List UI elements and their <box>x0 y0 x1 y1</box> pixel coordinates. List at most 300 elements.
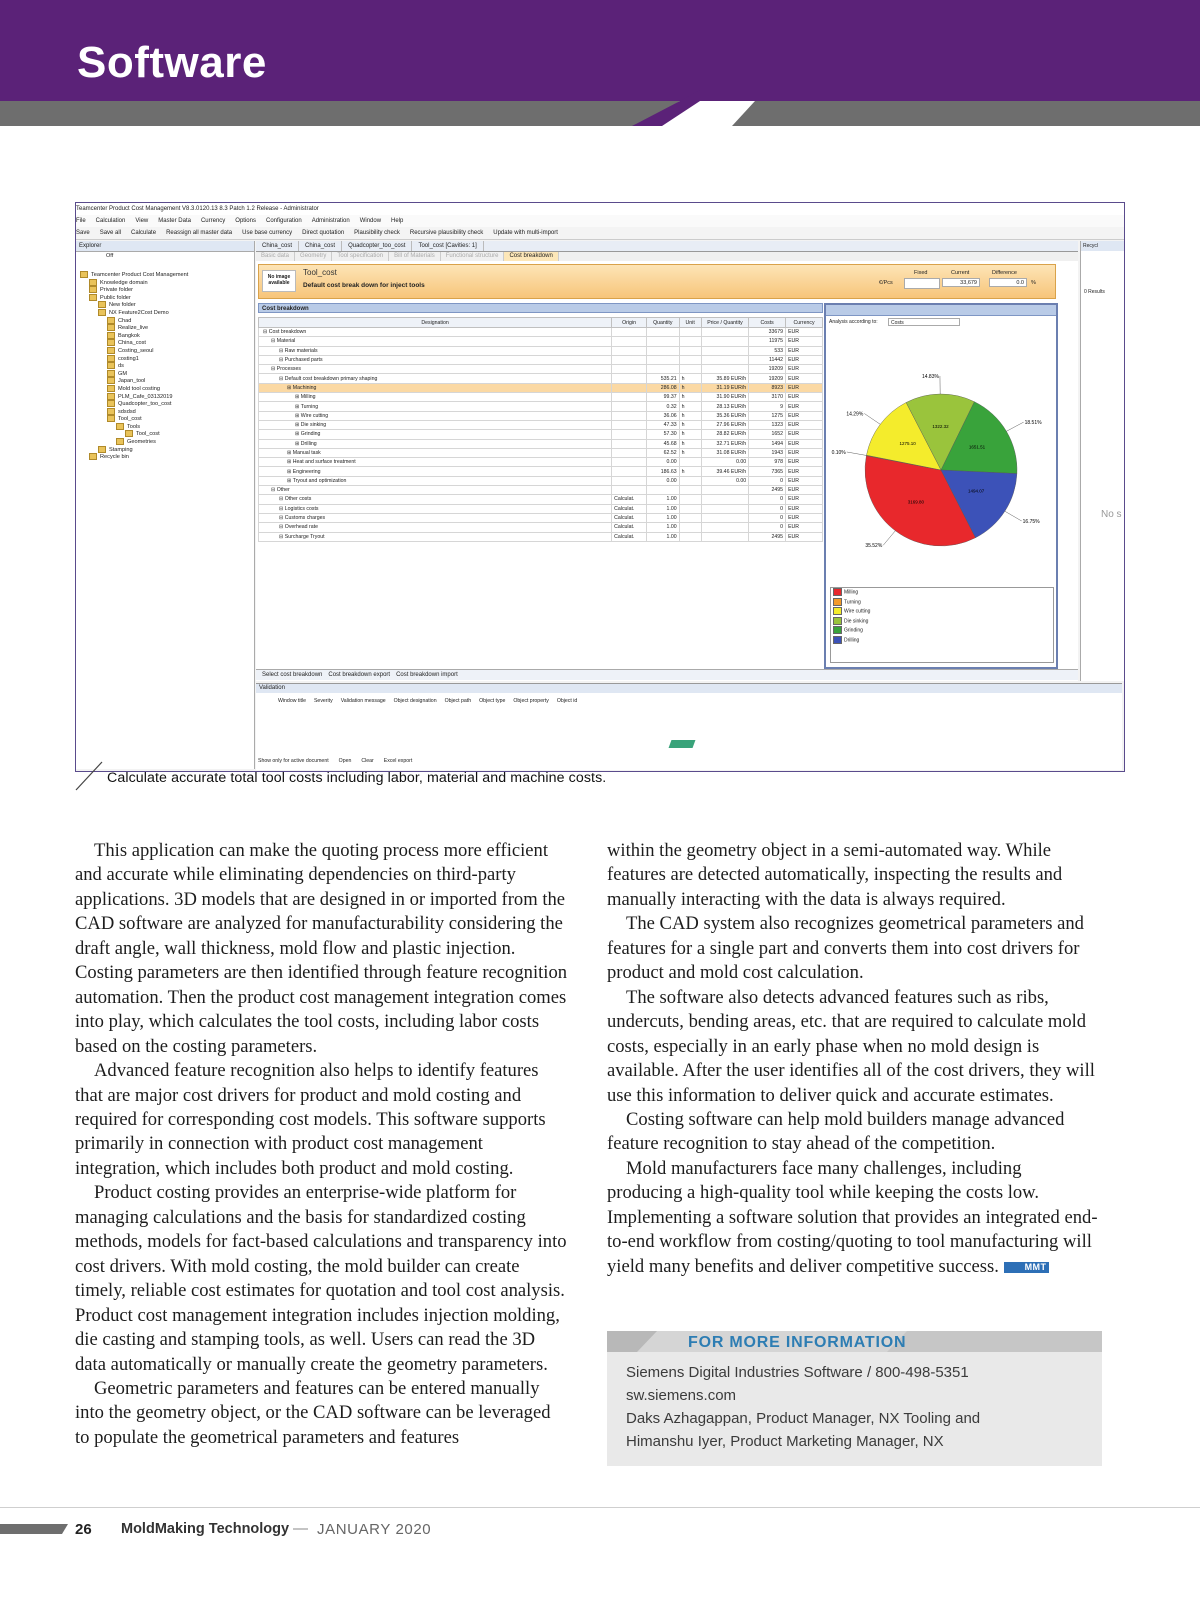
table-row[interactable] <box>259 355 823 364</box>
row-origin: Calculat. <box>612 504 647 513</box>
table-row[interactable] <box>259 430 823 439</box>
row-currency: EUR <box>786 328 823 337</box>
row-origin <box>612 411 647 420</box>
document-tab[interactable]: Tool_cost [Cavities: 1] <box>412 241 483 251</box>
tree-item-label: China_cost <box>118 340 146 347</box>
row-costs: 8923 <box>749 383 786 392</box>
tree-item-label: Mold tool costing <box>118 385 160 392</box>
column-header: Price / Quantity <box>701 318 748 328</box>
tree-item-label: Public folder <box>100 294 131 301</box>
table-row[interactable] <box>259 523 823 532</box>
row-origin <box>612 383 647 392</box>
toolbar-button[interactable]: Reassign all master data <box>166 230 233 236</box>
row-designation: ⊞ Turning <box>259 402 612 411</box>
row-designation: ⊟ Purchased parts <box>259 355 612 364</box>
software-screenshot <box>75 202 1125 772</box>
row-unit <box>679 328 701 337</box>
row-currency: EUR <box>786 532 823 541</box>
row-quantity: 0.00 <box>646 458 679 467</box>
folder-icon <box>89 294 97 301</box>
row-designation: ⊞ Wire cutting <box>259 411 612 420</box>
row-price <box>701 523 748 532</box>
cost-breakdown-action[interactable]: Cost breakdown import <box>396 672 458 678</box>
tree-item[interactable] <box>80 362 188 370</box>
row-currency: EUR <box>786 411 823 420</box>
folder-icon <box>107 339 115 346</box>
row-price <box>701 328 748 337</box>
tree-item-label: ds <box>118 363 124 370</box>
analysis-select[interactable]: Costs <box>888 318 960 326</box>
cost-breakdown-action[interactable]: Select cost breakdown <box>262 672 323 678</box>
validation-action[interactable]: Open <box>338 758 352 764</box>
tree-item[interactable] <box>80 408 188 416</box>
menu-item[interactable]: Help <box>391 218 404 224</box>
toolbar-button[interactable]: Save all <box>99 230 122 236</box>
tree-item[interactable] <box>80 415 188 423</box>
cost-breakdown-action[interactable]: Cost breakdown export <box>328 672 391 678</box>
difference-label: Difference <box>992 270 1017 276</box>
unit-label: €/Pcs <box>879 280 893 286</box>
table-row[interactable] <box>259 495 823 504</box>
row-quantity: 47.33 <box>646 420 679 429</box>
row-price: 39.46 EUR/h <box>701 467 748 476</box>
toolbar-button[interactable]: Calculate <box>131 230 157 236</box>
folder-icon <box>89 286 97 293</box>
row-unit: h <box>679 411 701 420</box>
menu-bar <box>76 215 1124 227</box>
end-mark-logo: MMT <box>1004 1262 1049 1273</box>
tree-item[interactable] <box>80 294 188 302</box>
sub-tab[interactable]: Functional structure <box>441 252 505 261</box>
row-costs: 1275 <box>749 411 786 420</box>
figure-caption: Calculate accurate total tool costs including labor, material and machine costs. <box>107 770 607 786</box>
column-header: Quantity <box>646 318 679 328</box>
table-row[interactable] <box>259 448 823 457</box>
menu-item[interactable]: Master Data <box>158 218 191 224</box>
validation-column-header: Object designation <box>393 698 437 704</box>
pie-leader-line <box>864 413 880 424</box>
table-row[interactable] <box>259 365 823 374</box>
table-row[interactable] <box>259 328 823 337</box>
magazine-name: MoldMaking Technology <box>121 1521 290 1537</box>
toolbar-button[interactable]: Recursive plausibility check <box>409 230 484 236</box>
pie-chart-panel <box>824 303 1058 669</box>
row-currency: EUR <box>786 365 823 374</box>
pie-leader-line <box>847 452 867 455</box>
table-row[interactable] <box>259 486 823 495</box>
toolbar-button[interactable]: Save <box>76 230 90 236</box>
row-costs: 1943 <box>749 448 786 457</box>
tree-item[interactable] <box>80 370 188 378</box>
fixed-input[interactable] <box>904 278 940 289</box>
pie-leader-line <box>1006 422 1023 431</box>
row-quantity <box>646 337 679 346</box>
document-area <box>256 241 1078 681</box>
row-costs: 1323 <box>749 420 786 429</box>
tree-item-label: sdsdsd <box>118 408 136 415</box>
pie-value-label: 1322.32 <box>932 424 949 430</box>
row-designation: ⊞ Heat and surface treatment <box>259 458 612 467</box>
folder-icon <box>107 324 115 331</box>
legend-item <box>831 598 1053 608</box>
row-quantity: 535.21 <box>646 374 679 383</box>
current-value: 33,679 <box>942 278 980 287</box>
row-quantity: 0.32 <box>646 402 679 411</box>
paragraph: Geometric parameters and features can be entered manually into the geometry object, or the CAD software can be leveraged to populate the geometrical parameters and features <box>75 1377 551 1448</box>
row-currency: EUR <box>786 430 823 439</box>
menu-item[interactable]: Options <box>235 218 256 224</box>
document-tabs <box>256 241 1078 252</box>
info-link[interactable]: sw.siemens.com <box>626 1387 737 1404</box>
pie-percent-label: 16.75% <box>1022 518 1040 525</box>
brand-logo <box>669 740 696 748</box>
legend-swatch <box>833 636 842 644</box>
menu-item[interactable]: File <box>76 218 86 224</box>
row-designation: ⊞ Engineering <box>259 467 612 476</box>
tree-item[interactable] <box>80 430 188 438</box>
validation-action[interactable]: Clear <box>361 758 374 764</box>
tree-item[interactable] <box>80 309 188 317</box>
row-price: 32.71 EUR/h <box>701 439 748 448</box>
table-row[interactable] <box>259 513 823 522</box>
row-unit: h <box>679 439 701 448</box>
window-title: Teamcenter Product Cost Management V8.3.0120.13 8.3 Patch 1.2 Release - Administrator <box>76 206 319 212</box>
pie-value-label: 1494.07 <box>967 488 985 494</box>
row-currency: EUR <box>786 346 823 355</box>
tree-item[interactable] <box>80 324 188 332</box>
validation-column-header: Object id <box>556 698 578 704</box>
legend-item <box>831 617 1053 627</box>
row-quantity <box>646 486 679 495</box>
row-costs: 19209 <box>749 365 786 374</box>
folder-icon <box>107 408 115 415</box>
row-price <box>701 513 748 522</box>
row-origin <box>612 439 647 448</box>
legend-label: Drilling <box>844 637 860 644</box>
tree-item[interactable] <box>80 423 188 431</box>
table-row[interactable] <box>259 346 823 355</box>
tree-item[interactable] <box>80 453 188 461</box>
calculation-header <box>258 264 1056 299</box>
row-origin <box>612 328 647 337</box>
row-price: 35.36 EUR/h <box>701 411 748 420</box>
table-row[interactable] <box>259 393 823 402</box>
row-origin <box>612 337 647 346</box>
row-designation: ⊞ Grinding <box>259 430 612 439</box>
row-currency: EUR <box>786 504 823 513</box>
column-header: Origin <box>612 318 647 328</box>
row-origin <box>612 467 647 476</box>
row-unit: h <box>679 374 701 383</box>
paragraph-text: Mold manufacturers face many challenges, including producing a high-quality tool while keeping the costs low. Implementing a software solution that provides an integrated end-to-end workflow from costing/quoting to tool manufacturing will yield many benefits and deliver competitive success. <box>607 1157 1098 1277</box>
sub-tab[interactable]: Bill of Materials <box>389 252 441 261</box>
page-header <box>0 0 1200 128</box>
menu-item[interactable]: Configuration <box>265 218 302 224</box>
toolbar-button[interactable]: Direct quotation <box>302 230 345 236</box>
row-costs: 1494 <box>749 439 786 448</box>
folder-icon <box>89 453 97 460</box>
row-designation: ⊟ Overhead rate <box>259 523 612 532</box>
column-header: Costs <box>749 318 786 328</box>
row-quantity <box>646 355 679 364</box>
tree-item-label: Knowledge domain <box>100 279 148 286</box>
row-unit <box>679 486 701 495</box>
row-price: 31.08 EUR/h <box>701 448 748 457</box>
validation-panel <box>256 683 1122 770</box>
folder-icon <box>125 430 133 437</box>
row-origin: Calculat. <box>612 495 647 504</box>
tree-item-label: New folder <box>109 302 136 309</box>
row-origin <box>612 393 647 402</box>
pie-percent-label: 18.51% <box>1024 420 1042 427</box>
table-row[interactable] <box>259 476 823 485</box>
row-unit <box>679 513 701 522</box>
info-line: Daks Azhagappan, Product Manager, NX Tooling and <box>626 1410 981 1427</box>
tree-item[interactable] <box>80 385 188 393</box>
tree-item[interactable] <box>80 355 188 363</box>
row-costs: 0 <box>749 523 786 532</box>
document-tab[interactable]: China_cost <box>256 241 299 251</box>
folder-icon <box>98 309 106 316</box>
tree-item-label: Quadcopter_too_cost <box>118 401 172 408</box>
document-tab[interactable]: China_cost <box>299 241 342 251</box>
validation-action[interactable]: Show only for active document <box>258 758 329 764</box>
tree-item-label: costing1 <box>118 355 139 362</box>
row-origin <box>612 346 647 355</box>
row-costs: 0 <box>749 504 786 513</box>
table-row[interactable] <box>259 504 823 513</box>
row-currency: EUR <box>786 402 823 411</box>
menu-item[interactable]: View <box>135 218 149 224</box>
tree-item[interactable] <box>80 400 188 408</box>
footer-separator: — <box>293 1520 308 1537</box>
paragraph <box>607 1157 1101 1279</box>
page-number: 26 <box>75 1521 92 1538</box>
row-designation: ⊞ Drilling <box>259 439 612 448</box>
legend-item <box>831 626 1053 636</box>
tree-item[interactable] <box>80 301 188 309</box>
sub-tab[interactable]: Cost breakdown <box>504 252 558 261</box>
row-price: 0.00 <box>701 476 748 485</box>
pie-percent-label: 14.29% <box>846 411 864 418</box>
row-origin <box>612 476 647 485</box>
row-unit <box>679 458 701 467</box>
explorer-filter[interactable]: Off <box>106 253 114 259</box>
section-title: Software <box>77 38 267 87</box>
row-currency: EUR <box>786 337 823 346</box>
table-row[interactable] <box>259 420 823 429</box>
tree-item[interactable] <box>80 377 188 385</box>
sub-tabs <box>256 252 1078 261</box>
row-currency: EUR <box>786 355 823 364</box>
row-origin <box>612 420 647 429</box>
legend-item <box>831 607 1053 617</box>
tree-item[interactable] <box>80 393 188 401</box>
row-unit: h <box>679 448 701 457</box>
caption-slash <box>74 760 104 792</box>
tree-item[interactable] <box>80 446 188 454</box>
toolbar-button[interactable]: Use base currency <box>242 230 293 236</box>
row-unit <box>679 495 701 504</box>
tree-item[interactable] <box>80 317 188 325</box>
folder-icon <box>107 393 115 400</box>
menu-item[interactable]: Calculation <box>95 218 126 224</box>
table-row[interactable] <box>259 411 823 420</box>
tree-item[interactable] <box>80 286 188 294</box>
tree-item-label: Teamcenter Product Cost Management <box>91 271 189 278</box>
row-quantity <box>646 346 679 355</box>
row-costs: 19209 <box>749 374 786 383</box>
toolbar-button[interactable]: Update with multi-import <box>493 230 558 236</box>
legend-swatch <box>833 607 842 615</box>
no-selection-text: No s <box>1101 509 1122 520</box>
article-column-1 <box>75 839 569 1450</box>
row-price <box>701 337 748 346</box>
legend-label: Die sinking <box>844 618 869 625</box>
results-count: 0 Results <box>1084 289 1105 295</box>
row-origin: Calculat. <box>612 532 647 541</box>
explorer-panel <box>76 241 255 769</box>
table-row[interactable] <box>259 532 823 541</box>
tree-item-label: Tools <box>127 423 141 430</box>
row-price <box>701 532 748 541</box>
legend-item <box>831 636 1053 646</box>
row-designation: ⊟ Customs charges <box>259 513 612 522</box>
no-image-placeholder: No image available <box>262 270 296 292</box>
current-label: Current <box>951 270 970 276</box>
row-costs: 9 <box>749 402 786 411</box>
footer-rule <box>0 1507 1200 1508</box>
row-designation: ⊞ Die sinking <box>259 420 612 429</box>
table-row[interactable] <box>259 439 823 448</box>
toolbar-button[interactable]: Plausibility check <box>354 230 400 236</box>
pie-percent-label: 14.83% <box>921 374 939 381</box>
recycle-header: Recycl <box>1081 241 1125 251</box>
tree-item-label: NX Feature2Cost Demo <box>109 309 169 316</box>
row-origin <box>612 448 647 457</box>
fixed-label: Fixed <box>914 270 928 276</box>
folder-icon <box>116 423 124 430</box>
folder-icon <box>98 446 106 453</box>
tree-item[interactable] <box>80 347 188 355</box>
table-row[interactable] <box>259 458 823 467</box>
row-designation: ⊟ Logistics costs <box>259 504 612 513</box>
folder-icon <box>98 301 106 308</box>
table-row[interactable] <box>259 467 823 476</box>
menu-item[interactable]: Window <box>359 218 382 224</box>
tree-item-label: Chad <box>118 317 132 324</box>
row-price: 31.19 EUR/h <box>701 383 748 392</box>
row-price: 0.00 <box>701 458 748 467</box>
tree-item-label: Tool_cost <box>136 431 160 438</box>
row-unit: h <box>679 467 701 476</box>
row-price: 27.96 EUR/h <box>701 420 748 429</box>
row-designation: ⊟ Other <box>259 486 612 495</box>
row-costs: 7365 <box>749 467 786 476</box>
validation-columns <box>278 698 585 704</box>
sub-tab[interactable]: Geometry <box>295 252 332 261</box>
validation-action[interactable]: Excel export <box>383 758 413 764</box>
row-unit <box>679 355 701 364</box>
row-origin <box>612 430 647 439</box>
sub-tab[interactable]: Basic data <box>256 252 295 261</box>
sub-tab[interactable]: Tool specification <box>332 252 389 261</box>
tree-item-label: PLM_Cafe_03132019 <box>118 393 173 400</box>
row-origin: Calculat. <box>612 523 647 532</box>
row-price: 35.89 EUR/h <box>701 374 748 383</box>
row-costs: 2495 <box>749 532 786 541</box>
row-costs: 533 <box>749 346 786 355</box>
table-row[interactable] <box>259 337 823 346</box>
row-costs: 11442 <box>749 355 786 364</box>
tree-item[interactable] <box>80 271 188 279</box>
tree-item[interactable] <box>80 279 188 287</box>
row-unit <box>679 523 701 532</box>
issue-date: JANUARY 2020 <box>317 1521 432 1538</box>
folder-icon <box>107 415 115 422</box>
row-quantity: 1.00 <box>646 532 679 541</box>
row-quantity: 0.00 <box>646 476 679 485</box>
row-quantity <box>646 328 679 337</box>
row-price <box>701 346 748 355</box>
row-designation: ⊟ Material <box>259 337 612 346</box>
explorer-tree <box>80 271 188 461</box>
row-currency: EUR <box>786 523 823 532</box>
row-designation: ⊟ Processes <box>259 365 612 374</box>
table-row[interactable] <box>259 402 823 411</box>
validation-column-header: Validation message <box>340 698 386 704</box>
table-row[interactable] <box>259 383 823 392</box>
tree-item[interactable] <box>80 438 188 446</box>
table-row[interactable] <box>259 374 823 383</box>
row-price <box>701 355 748 364</box>
row-price <box>701 486 748 495</box>
row-costs: 0 <box>749 476 786 485</box>
pie-percent-label: 0.10% <box>831 449 846 456</box>
menu-item[interactable]: Administration <box>311 218 350 224</box>
legend-label: Wire cutting <box>844 608 871 615</box>
tree-item-label: Bangkok <box>118 332 140 339</box>
tree-item-label: GM <box>118 370 128 377</box>
row-currency: EUR <box>786 513 823 522</box>
row-unit <box>679 365 701 374</box>
row-origin <box>612 458 647 467</box>
row-currency: EUR <box>786 476 823 485</box>
row-origin <box>612 365 647 374</box>
menu-item[interactable]: Currency <box>200 218 226 224</box>
row-designation: ⊞ Milling <box>259 393 612 402</box>
row-quantity: 186.63 <box>646 467 679 476</box>
cost-breakdown-actions <box>256 669 1078 680</box>
row-costs: 0 <box>749 495 786 504</box>
row-quantity: 1.00 <box>646 513 679 522</box>
folder-icon <box>107 400 115 407</box>
more-info-box <box>607 1331 1102 1466</box>
tree-item-label: Japan_tool <box>118 378 146 385</box>
cost-breakdown-table <box>258 317 823 542</box>
tree-item[interactable] <box>80 339 188 347</box>
tree-item-label: Stamping <box>109 446 133 453</box>
validation-column-header: Severity <box>313 698 333 704</box>
document-tab[interactable]: Quadcopter_too_cost <box>342 241 412 251</box>
paragraph: The software also detects advanced features such as ribs, undercuts, bending areas, etc. that are required to calculate mold costs, especially in an early phase when no mold design is available. After the user identifies all of the cost drivers, they will use this information to deliver quick and accurate estimates. <box>607 986 1095 1106</box>
row-costs: 11975 <box>749 337 786 346</box>
tree-item[interactable] <box>80 332 188 340</box>
row-designation: ⊟ Default cost breakdown primary shaping <box>259 374 612 383</box>
legend-item <box>831 588 1053 598</box>
legend-swatch <box>833 626 842 634</box>
row-origin <box>612 374 647 383</box>
